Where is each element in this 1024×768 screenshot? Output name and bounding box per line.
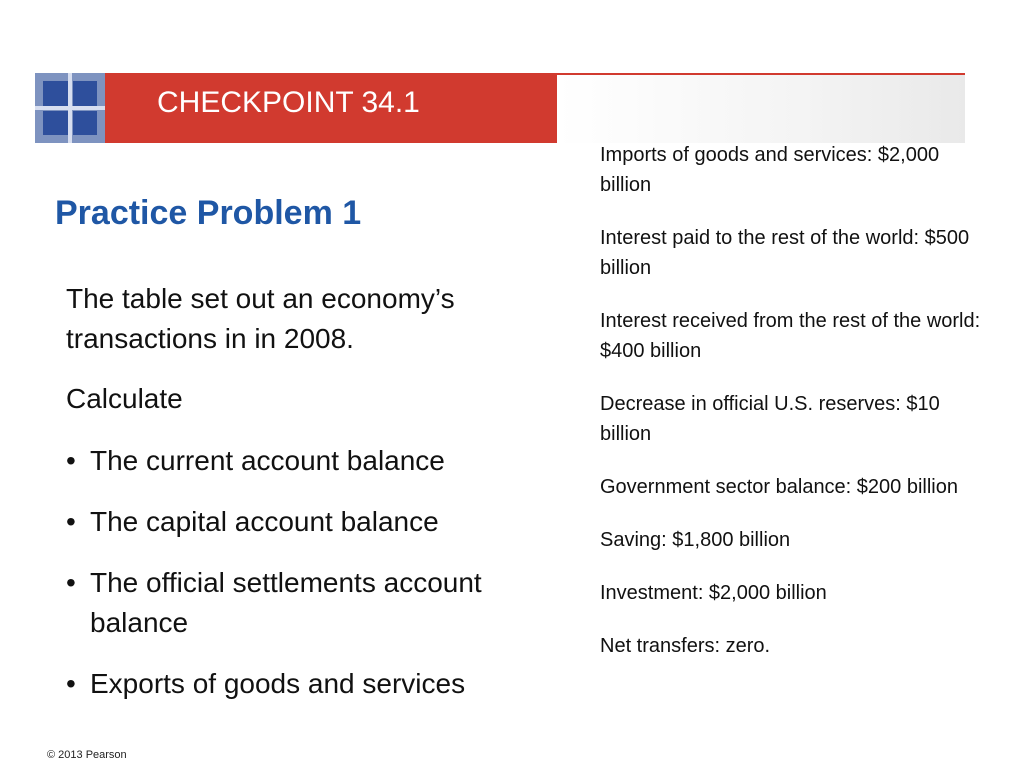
task-list xyxy=(66,441,566,725)
list-item: Saving: $1,800 billion xyxy=(600,529,791,551)
list-item: Interest received from the rest of the world: $400 billion xyxy=(600,310,981,362)
copyright-footer: © 2013 Pearson xyxy=(47,749,127,761)
list-item: Net transfers: zero. xyxy=(600,635,771,657)
bullet-icon: • xyxy=(66,668,76,699)
checkpoint-logo-icon xyxy=(35,73,105,143)
bullet-icon: • xyxy=(66,445,76,476)
bullet-icon: • xyxy=(66,506,76,537)
list-item: • The capital account balance xyxy=(66,502,566,542)
list-item: Interest paid to the rest of the world: $500 billion xyxy=(600,227,970,279)
title-banner xyxy=(105,73,557,143)
list-item: • The official settlements account balance xyxy=(66,563,566,643)
list-item: Imports of goods and services: $2,000 billion xyxy=(600,144,940,196)
list-item: Decrease in official U.S. reserves: $10 billion xyxy=(600,393,940,445)
slide-title: CHECKPOINT 34.1 xyxy=(157,86,420,119)
calculate-label: Calculate xyxy=(66,383,183,414)
practice-problem-heading: Practice Problem 1 xyxy=(55,194,362,232)
list-item: Investment: $2,000 billion xyxy=(600,582,827,604)
transaction-data-list xyxy=(600,140,995,684)
header-fill xyxy=(557,73,965,143)
list-item: • Exports of goods and services xyxy=(66,664,566,704)
intro-text: The table set out an economy’s transactions in in 2008. xyxy=(66,283,455,354)
list-item: Government sector balance: $200 billion xyxy=(600,476,958,498)
bullet-icon: • xyxy=(66,567,76,598)
list-item: • The current account balance xyxy=(66,441,566,481)
